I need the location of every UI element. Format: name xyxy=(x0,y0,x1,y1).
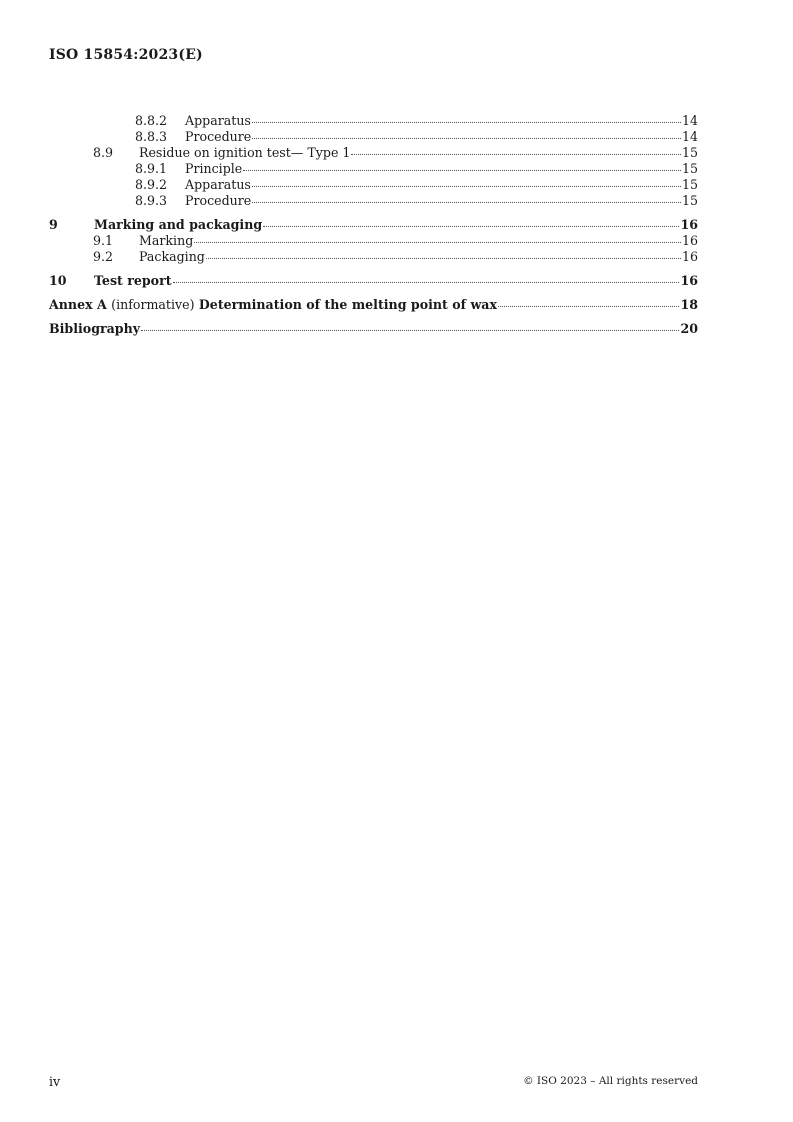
toc-entry-page: 15 xyxy=(681,145,698,160)
toc-entry-title: Apparatus xyxy=(185,113,251,128)
toc-entry-title: Apparatus xyxy=(185,177,251,192)
toc-entry-title: Procedure xyxy=(185,129,252,144)
toc-entry-title: Principle xyxy=(185,161,243,176)
toc-entry-number: 8.9 xyxy=(93,145,114,160)
toc-entry-9-1[interactable] xyxy=(49,233,698,249)
toc-entry-page: 15 xyxy=(681,177,698,192)
toc-entry-8-9-3[interactable] xyxy=(49,193,698,209)
dot-leader xyxy=(141,330,679,331)
dot-leader xyxy=(252,122,681,123)
dot-leader xyxy=(351,154,681,155)
toc-entry-9-2[interactable] xyxy=(49,249,698,265)
toc-entry-number: 8.8.2 xyxy=(135,113,168,128)
annex-qualifier: (informative) xyxy=(111,297,195,312)
footer-page-number: iv xyxy=(49,1074,61,1089)
toc-entry-number: 8.8.3 xyxy=(135,129,168,144)
dot-leader xyxy=(252,138,681,139)
toc-entry-page: 20 xyxy=(680,321,698,336)
toc-entry-number: 10 xyxy=(49,273,67,288)
dot-leader xyxy=(194,242,681,243)
toc-entry-page: 16 xyxy=(680,217,698,232)
toc-entry-page: 16 xyxy=(680,273,698,288)
dot-leader xyxy=(498,306,680,307)
toc-entry-number: 9.2 xyxy=(93,249,114,264)
toc-entry-title: Marking xyxy=(139,233,194,248)
toc-entry-8-8-2[interactable] xyxy=(49,113,698,129)
toc-entry-title: Packaging xyxy=(139,249,205,264)
toc-entry-page: 16 xyxy=(681,249,698,264)
toc-entry-page: 14 xyxy=(681,129,698,144)
toc-entry-number: 8.9.3 xyxy=(135,193,168,208)
toc-entry-number: 9 xyxy=(49,217,58,232)
dot-leader xyxy=(206,258,681,259)
document-identifier: ISO 15854:2023(E) xyxy=(49,47,203,63)
toc-entry-title: Procedure xyxy=(185,193,252,208)
toc-entry-9[interactable] xyxy=(49,217,698,233)
toc-entry-title xyxy=(49,297,497,313)
toc-entry-8-9-2[interactable] xyxy=(49,177,698,193)
dot-leader xyxy=(252,202,681,203)
toc-entry-8-9[interactable] xyxy=(49,145,698,161)
toc-entry-8-8-3[interactable] xyxy=(49,129,698,145)
toc-entry-title: Residue on ignition test— Type 1 xyxy=(139,145,351,160)
toc-entry-8-9-1[interactable] xyxy=(49,161,698,177)
toc-entry-10[interactable] xyxy=(49,273,698,289)
dot-leader xyxy=(263,226,679,227)
toc-entry-annex-a[interactable] xyxy=(49,297,698,313)
toc-entry-number: 9.1 xyxy=(93,233,114,248)
dot-leader xyxy=(243,170,681,171)
toc-entry-number: 8.9.1 xyxy=(135,161,168,176)
toc-entry-page: 15 xyxy=(681,161,698,176)
dot-leader xyxy=(252,186,681,187)
toc-entry-title: Test report xyxy=(94,273,172,288)
dot-leader xyxy=(173,282,680,283)
footer-copyright: © ISO 2023 – All rights reserved xyxy=(523,1075,698,1087)
annex-label: Annex A xyxy=(49,297,107,312)
toc-entry-page: 14 xyxy=(681,113,698,128)
toc-entry-number: 8.9.2 xyxy=(135,177,168,192)
toc-entry-title: Marking and packaging xyxy=(94,217,263,232)
annex-title: Determination of the melting point of wax xyxy=(198,297,497,312)
toc-entry-title: Bibliography xyxy=(49,321,141,336)
toc-entry-bibliography[interactable] xyxy=(49,321,698,337)
toc-entry-page: 15 xyxy=(681,193,698,208)
table-of-contents xyxy=(49,113,698,337)
toc-entry-page: 16 xyxy=(681,233,698,248)
toc-entry-page: 18 xyxy=(680,297,698,312)
